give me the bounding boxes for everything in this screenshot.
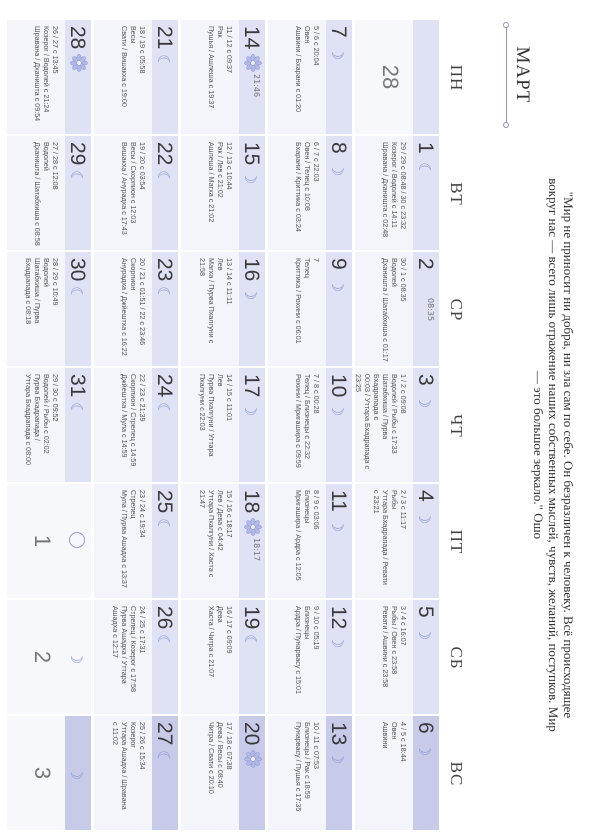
day-detail-line: 4 / 5 с 18:44 <box>399 722 408 762</box>
day-cell <box>268 484 352 598</box>
moon-phase-icon: ☽ <box>328 46 347 61</box>
flower-icon <box>244 518 262 536</box>
day-cell <box>355 252 439 366</box>
day-detail-line: Овен / Телец с 10:08 <box>303 142 312 211</box>
day-detail-line: 00:03 / Уттара Бхадрапада с <box>363 374 372 470</box>
day-cell <box>94 600 178 714</box>
day-number: 9 <box>327 258 350 270</box>
day-number: 31 <box>66 374 89 398</box>
day-details <box>198 490 234 594</box>
moon-phase-icon: ☽ <box>415 742 434 757</box>
day-number: 3 <box>30 766 55 780</box>
day-detail-line: 11 / 12 с 09:37 <box>225 26 234 74</box>
day-detail-line: Вишакха / Анурадха с 17:43 <box>120 142 129 235</box>
day-detail-line: 30 / 1 с 08:35 <box>399 258 408 302</box>
day-number: 25 <box>153 490 176 514</box>
day-detail-line: 23 / 24 с 19:34 <box>138 490 147 538</box>
day-detail-line: 2 / 3 с 11:17 <box>399 490 408 530</box>
day-cell <box>355 484 439 598</box>
day-cell <box>7 368 91 482</box>
moon-phase-icon: ☾ <box>67 286 86 301</box>
day-detail-line: Бхарани / Криттика с 03:24 <box>294 142 303 232</box>
day-detail-line: Магха / Пурва Пхалгуни с 21:58 <box>198 258 216 344</box>
day-number: 17 <box>240 374 263 398</box>
day-details <box>372 490 408 594</box>
day-cell <box>181 252 265 366</box>
day-cell <box>94 368 178 482</box>
moon-phase-icon: ☾ <box>154 634 173 649</box>
weekday-mon: ПН <box>447 64 466 92</box>
day-detail-line: Уттара Бхадрапада / Ревати <box>381 490 390 585</box>
day-detail-line: 9 / 10 с 05:19 <box>312 606 321 650</box>
day-detail-line: Козерог / Водолей с 14:11 <box>390 142 399 228</box>
day-details <box>198 258 234 362</box>
day-cell <box>181 484 265 598</box>
moon-phase-icon: ☽ <box>67 766 86 781</box>
day-details <box>381 722 408 826</box>
day-cell <box>7 136 91 250</box>
day-number: 2 <box>30 650 55 664</box>
time-mark: 08:35 <box>426 298 435 322</box>
moon-phase-icon: ☽ <box>328 402 347 417</box>
day-details <box>198 374 234 478</box>
moon-phase-icon: ☾ <box>154 54 173 69</box>
day-detail-line: 7 <box>312 258 321 262</box>
day-detail-line: Уттара Ашадха / Шравана <box>120 722 129 810</box>
moon-phase-icon: ☾ <box>154 750 173 765</box>
quote-text: "Мир не приносит ни добра, ни зла сам по себе. Он безразличен к человеку. Всё происходящее вокруг нас — всего лишь отражение наших собственных мыслей, чувств, желаний, поступков. Мир — это большое зеркало." Ошо <box>531 178 576 732</box>
day-cell <box>355 368 439 482</box>
day-detail-line: Ардра / Пунарвасу с 15:01 <box>294 606 303 695</box>
moon-phase-icon: ☾ <box>154 286 173 301</box>
weekday-thu: ЧТ <box>447 414 466 438</box>
moon-phase-icon: ☽ <box>241 402 260 417</box>
day-cell <box>181 600 265 714</box>
day-detail-line: Овен <box>390 722 399 740</box>
day-detail-line: 27 / 28 с 12:08 <box>51 142 60 190</box>
day-detail-line: Водолей / Рыбы с 17:33 <box>390 374 399 454</box>
day-detail-line: Шравана / Дханишта с 09:54 <box>33 26 42 122</box>
day-detail-line: Шатабхиша / Пурва <box>33 258 42 324</box>
day-details <box>381 258 408 362</box>
day-details <box>24 374 60 478</box>
day-detail-line: Читра / Свати с 20:10 <box>207 722 216 794</box>
day-detail-line: 7 / 8 с 00:28 <box>312 374 321 414</box>
day-detail-line: Стрелец <box>129 490 138 519</box>
day-details <box>24 258 60 362</box>
day-cell <box>7 600 91 714</box>
day-number: 12 <box>327 606 350 630</box>
day-detail-line: Близнецы <box>303 606 312 640</box>
day-details <box>381 606 408 710</box>
day-cell <box>7 484 91 598</box>
day-detail-line: 23:25 <box>354 374 363 392</box>
day-detail-line: Весы / Скорпион с 12:03 <box>129 142 138 224</box>
day-detail-line: Пурва Ашадха / Уттара <box>120 606 129 684</box>
day-details <box>33 142 60 246</box>
day-details <box>120 258 147 362</box>
day-number: 10 <box>327 374 350 398</box>
day-details <box>294 606 321 710</box>
day-detail-line: Овен <box>303 26 312 44</box>
day-number: 13 <box>327 722 350 746</box>
day-detail-line: Козерог <box>129 722 138 748</box>
day-detail-line: Шравана / Дханишта с 02:48 <box>381 142 390 238</box>
day-cell <box>268 716 352 830</box>
day-cell <box>181 20 265 134</box>
day-detail-line: Весы <box>129 26 138 44</box>
day-detail-line: Ашадха с 12:17 <box>111 606 120 658</box>
day-detail-line: Пурва Бхадрапада / <box>33 374 42 441</box>
day-details <box>294 722 321 826</box>
day-detail-line: Лев <box>216 374 225 387</box>
day-detail-line: Телец <box>303 258 312 279</box>
day-detail-line: 14 / 15 с 11:01 <box>225 374 234 422</box>
day-cell <box>94 136 178 250</box>
flower-icon <box>244 54 262 72</box>
day-detail-line: Свати / Вишакха с 19:00 <box>120 26 129 107</box>
day-number: 8 <box>327 142 350 154</box>
day-detail-line: Рыбы <box>390 490 399 510</box>
day-detail-line: Ашвини <box>381 722 390 749</box>
day-number: 11 <box>327 490 350 512</box>
day-details <box>33 26 60 130</box>
day-cell <box>7 252 91 366</box>
day-detail-line: Стрелец / Козерог с 17:58 <box>129 606 138 693</box>
day-details <box>294 26 321 130</box>
day-cell <box>181 368 265 482</box>
day-detail-line: 25 / 26 с 15:34 <box>138 722 147 770</box>
day-details <box>207 606 234 710</box>
day-details <box>111 606 147 710</box>
day-cell <box>268 600 352 714</box>
day-detail-line: Ревати / Ашвини с 23:58 <box>381 606 390 688</box>
day-number: 30 <box>66 258 89 282</box>
moon-phase-icon: ☾ <box>241 634 260 649</box>
day-detail-line: 3 / 4 с 16:07 <box>399 606 408 646</box>
weekday-sat: СБ <box>447 646 466 670</box>
day-detail-line: Рак / Лев с 21:02 <box>216 142 225 198</box>
day-cell <box>355 716 439 830</box>
moon-phase-icon: ☽ <box>328 162 347 177</box>
day-detail-line: 6 / 7 с 22:03 <box>312 142 321 182</box>
day-cell <box>7 716 91 830</box>
day-detail-line: Дева / Весы с 08:40 <box>216 722 225 788</box>
day-detail-line: Козерог / Водолей с 21:24 <box>42 26 51 113</box>
day-details <box>294 490 321 594</box>
day-cell <box>181 136 265 250</box>
day-detail-line: Дева <box>216 606 225 623</box>
day-number: 1 <box>30 534 55 548</box>
calendar-grid <box>7 20 439 832</box>
day-number: 24 <box>153 374 176 398</box>
day-detail-line: Ашвини / Бхарани с 01:20 <box>294 26 303 113</box>
day-detail-line: Скорпион / Стрелец с 14:59 <box>129 374 138 467</box>
day-details <box>111 722 147 826</box>
day-detail-line: Водолей <box>390 258 399 287</box>
day-detail-line: Пхалгуни с 22:03 <box>198 374 207 431</box>
day-detail-line: 15 / 16 с 18:17 <box>225 490 234 538</box>
moon-phase-icon: ☾ <box>67 170 86 185</box>
day-detail-line: 5 / 6 с 20:04 <box>312 26 321 66</box>
day-details <box>294 374 321 478</box>
day-detail-line: Рак <box>216 26 225 38</box>
day-detail-line: Водолей / Рыбы с 02:02 <box>42 374 51 454</box>
day-detail-line: Мригашира / Ардра с 12:05 <box>294 490 303 581</box>
day-detail-line: Криттика / Рохини с 06:01 <box>294 258 303 344</box>
moon-phase-icon: ☽ <box>67 650 86 665</box>
day-detail-line: Мула / Пурва Ашадха с 13:37 <box>120 490 129 588</box>
day-detail-line: Рыбы / Овен с 23:58 <box>390 606 399 675</box>
day-number: 5 <box>414 606 437 618</box>
day-detail-line: 10 / 11 с 07:53 <box>312 722 321 770</box>
day-cell <box>7 20 91 134</box>
day-detail-line: 24 / 25 с 17:31 <box>138 606 147 654</box>
day-detail-line: Водолей <box>42 258 51 287</box>
time-mark: 18:17 <box>252 538 261 562</box>
moon-phase-icon: ☽ <box>328 278 347 293</box>
weekday-sun: ВС <box>447 761 466 787</box>
day-details <box>120 142 147 246</box>
day-detail-line: 29 / 29 с 08:48 / 30 с 23:32 <box>399 142 408 230</box>
day-detail-line: Дханишта / Шатабхиша с 08:58 <box>33 142 42 246</box>
day-detail-line: 13 / 14 с 11:11 <box>225 258 234 305</box>
moon-phase-icon: ☽ <box>415 626 434 641</box>
day-detail-line: Рохини / Мригашира с 09:59 <box>294 374 303 468</box>
moon-phase-icon: ☽ <box>415 510 434 525</box>
day-number: 2 <box>414 258 437 270</box>
day-cell <box>268 20 352 134</box>
moon-phase-icon: ☾ <box>67 402 86 417</box>
day-details <box>207 722 234 826</box>
moon-phase-icon: ☾ <box>154 518 173 533</box>
day-detail-line: 28 / 29 с 10:49 <box>51 258 60 306</box>
day-details <box>381 142 408 246</box>
day-details <box>207 142 234 246</box>
month-underline <box>506 27 507 123</box>
day-detail-line: Лев / Дева с 04:42 <box>216 490 225 551</box>
day-detail-line: Анурадха / Джйештха с 16:22 <box>120 258 129 356</box>
day-cell <box>355 136 439 250</box>
day-detail-line: 16 / 17 с 09:09 <box>225 606 234 654</box>
day-detail-line: Близнецы <box>303 490 312 524</box>
full-moon-icon <box>69 532 85 548</box>
day-detail-line: 26 / 27 с 13:45 <box>51 26 60 74</box>
day-cell <box>268 252 352 366</box>
day-detail-line: Хаста / Читра с 21:07 <box>207 606 216 678</box>
day-detail-line: Скорпион <box>129 258 138 291</box>
day-detail-line: Пунарвасу / Пушья с 17:35 <box>294 722 303 812</box>
day-cell <box>94 252 178 366</box>
day-cell <box>94 716 178 830</box>
day-details <box>120 374 147 478</box>
flower-icon <box>70 54 88 72</box>
weekday-header <box>446 20 466 832</box>
day-detail-line: Шатабхиша / Пурва Бхадрапада с <box>372 374 390 440</box>
day-number: 27 <box>153 722 176 746</box>
day-detail-line: Джйештха / Мула с 14:59 <box>120 374 129 458</box>
day-number: 6 <box>414 722 437 734</box>
weekday-tue: ВТ <box>447 182 466 206</box>
day-detail-line: 20 / 21 с 01:51 / 22 с 23:46 <box>138 258 147 346</box>
time-mark: 21:46 <box>252 74 261 98</box>
month-title <box>506 15 533 135</box>
day-detail-line: 8 / 9 с 03:06 <box>312 490 321 530</box>
day-number: 20 <box>240 722 263 746</box>
day-detail-line: 21:47 <box>198 490 207 508</box>
day-details <box>207 26 234 130</box>
day-cell <box>355 20 439 134</box>
month-name: МАРТ <box>512 46 533 104</box>
day-detail-line: Дханишта / Шатабхиша с 01:17 <box>381 258 390 362</box>
flower-icon <box>244 750 262 768</box>
day-cell <box>268 136 352 250</box>
day-number: 7 <box>327 26 350 38</box>
moon-phase-icon: ☽ <box>241 286 260 301</box>
day-number: 28 <box>66 26 89 50</box>
day-details <box>294 142 321 246</box>
day-detail-line: Пушья / Ашлеша с 19:37 <box>207 26 216 109</box>
day-number: 3 <box>414 374 437 386</box>
day-number: 21 <box>153 26 176 50</box>
moon-phase-icon: ☾ <box>154 402 173 417</box>
day-detail-line: 1 / 2 с 09:08 <box>399 374 408 414</box>
day-number: 1 <box>414 142 437 154</box>
day-detail-line: 29 / 30 с 09:52 <box>51 374 60 422</box>
moon-phase-icon: ☽ <box>328 518 347 533</box>
day-cell <box>94 484 178 598</box>
day-detail-line: Ашлеша / Магха с 21:02 <box>207 142 216 223</box>
day-number: 18 <box>240 490 263 514</box>
day-detail-line: с 11:02 <box>111 722 120 746</box>
day-detail-line: Бхадрапада с 08:18 <box>24 258 33 325</box>
day-number: 15 <box>240 142 263 166</box>
day-number: 23 <box>153 258 176 282</box>
day-details <box>354 374 408 478</box>
day-details <box>120 490 147 594</box>
day-cell <box>355 600 439 714</box>
day-number: 28 <box>378 64 403 90</box>
day-cell <box>268 368 352 482</box>
day-number: 22 <box>153 142 176 166</box>
day-cell-header <box>413 20 439 134</box>
day-number: 14 <box>240 26 263 50</box>
weekday-wed: СР <box>447 298 466 322</box>
day-cell <box>94 20 178 134</box>
moon-phase-icon: ☾ <box>154 170 173 185</box>
day-detail-line: с 23:21 <box>372 490 381 514</box>
moon-phase-icon: ☽ <box>328 634 347 649</box>
day-number: 29 <box>66 142 89 166</box>
day-detail-line: 19 / 20 с 03:54 <box>138 142 147 190</box>
moon-phase-icon: ☽ <box>241 170 260 185</box>
day-detail-line: Лев <box>216 258 225 271</box>
day-detail-line: Уттара Пхалгуни / Хаста с <box>207 490 216 578</box>
day-detail-line: Пурва Пхалгуни / Уттара <box>207 374 216 457</box>
day-details <box>120 26 147 130</box>
day-detail-line: Близнецы / Рак с 18:59 <box>303 722 312 799</box>
day-details <box>294 258 321 362</box>
day-number: 4 <box>414 490 437 502</box>
day-number: 19 <box>240 606 263 630</box>
day-detail-line: Водолей <box>42 142 51 171</box>
moon-phase-icon: ☽ <box>415 394 434 409</box>
day-detail-line: 18 / 19 с 05:58 <box>138 26 147 74</box>
day-detail-line: Уттара Бхадрапада с 08:00 <box>24 374 33 466</box>
day-number: 26 <box>153 606 176 630</box>
weekday-fri: ПТ <box>447 529 466 555</box>
day-detail-line: 12 / 13 с 10:44 <box>225 142 234 190</box>
day-detail-line: 22 / 23 с 21:39 <box>138 374 147 422</box>
day-detail-line: Телец / Близнецы с 22:32 <box>303 374 312 460</box>
day-cell <box>181 716 265 830</box>
moon-phase-icon: ☾ <box>415 162 434 177</box>
moon-phase-icon: ☽ <box>328 750 347 765</box>
day-detail-line: 17 / 18 с 07:38 <box>225 722 234 770</box>
day-number: 16 <box>240 258 263 282</box>
